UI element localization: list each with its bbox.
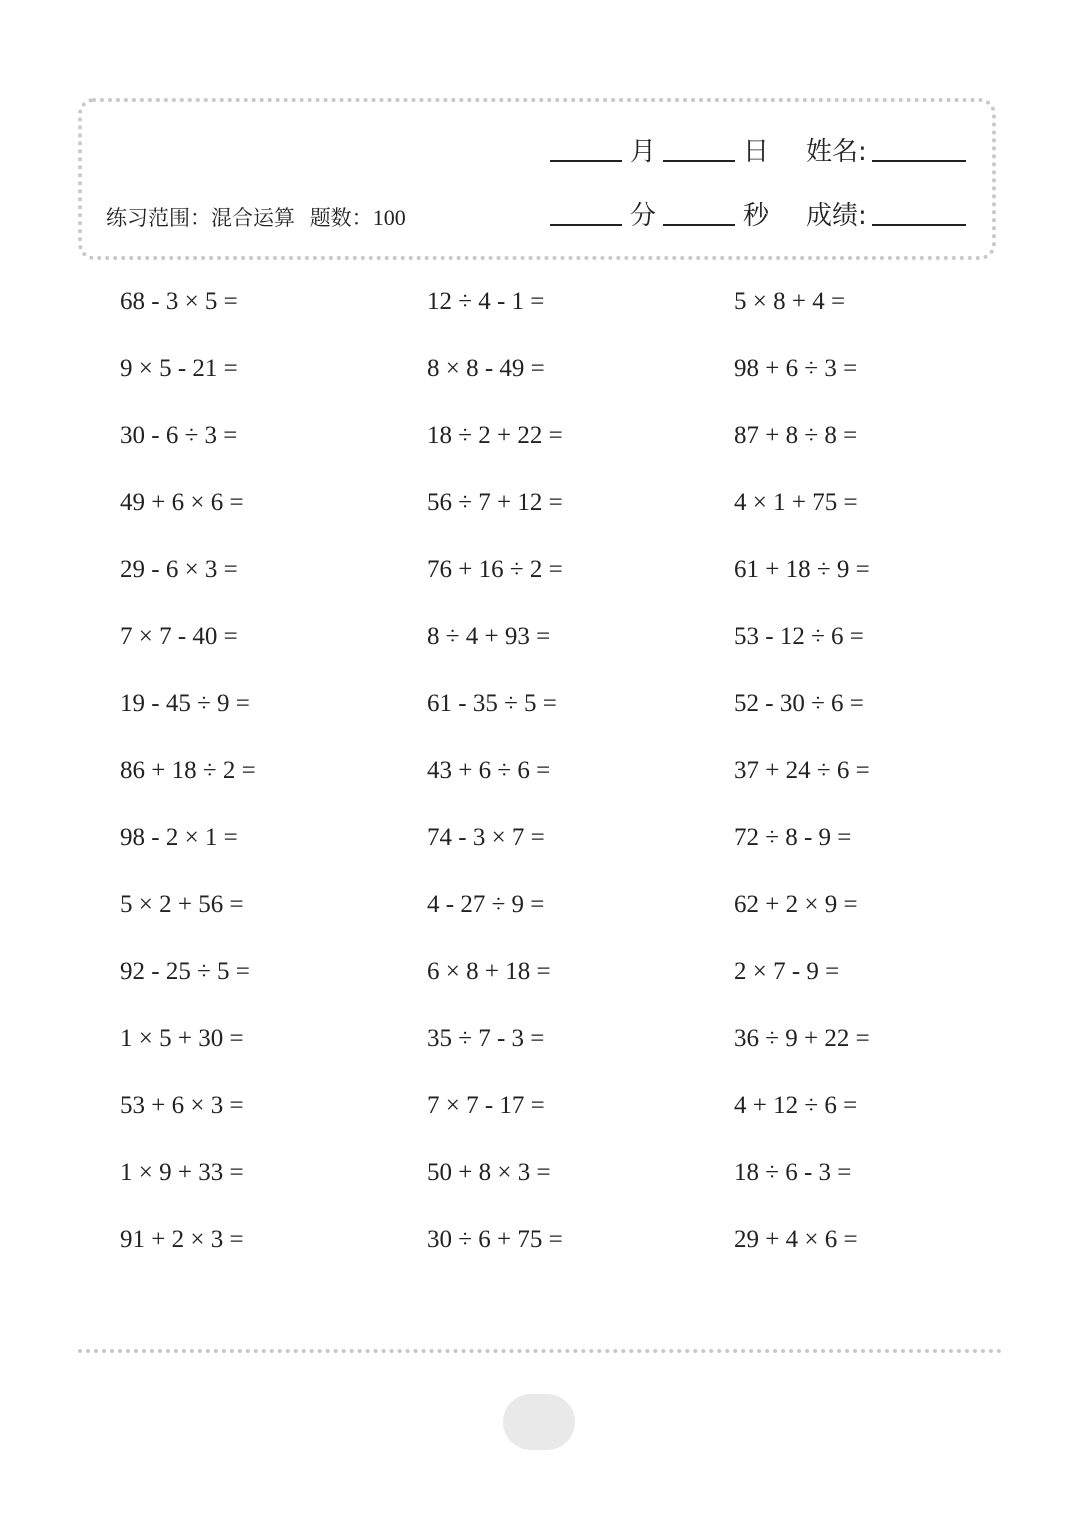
- math-problem: 18 ÷ 6 - 3 =: [734, 1159, 852, 1186]
- math-problem: 35 ÷ 7 - 3 =: [427, 1025, 545, 1052]
- day-label: 日: [743, 137, 770, 167]
- math-problem: 56 ÷ 7 + 12 =: [427, 489, 563, 516]
- math-problem: 92 - 25 ÷ 5 =: [120, 958, 250, 985]
- math-problem: 12 ÷ 4 - 1 =: [427, 288, 545, 315]
- footer-divider: [78, 1349, 1002, 1353]
- math-problem: 76 + 16 ÷ 2 =: [427, 556, 563, 583]
- math-problem: 86 + 18 ÷ 2 =: [120, 757, 256, 784]
- math-problem: 7 × 7 - 17 =: [427, 1092, 545, 1119]
- math-problem: 68 - 3 × 5 =: [120, 288, 238, 315]
- math-problem: 4 + 12 ÷ 6 =: [734, 1092, 858, 1119]
- math-problem: 29 - 6 × 3 =: [120, 556, 238, 583]
- math-problem: 37 + 24 ÷ 6 =: [734, 757, 870, 784]
- score-label: 成绩:: [806, 201, 867, 231]
- math-problem: 29 + 4 × 6 =: [734, 1226, 858, 1253]
- problem-count-label: 题数：: [309, 206, 373, 230]
- practice-info: [106, 202, 406, 232]
- math-problem: 1 × 9 + 33 =: [120, 1159, 244, 1186]
- math-problem: 43 + 6 ÷ 6 =: [427, 757, 551, 784]
- second-label: 秒: [743, 201, 770, 231]
- math-problem: 8 × 8 - 49 =: [427, 355, 545, 382]
- math-problem: 91 + 2 × 3 =: [120, 1226, 244, 1253]
- math-problem: 98 - 2 × 1 =: [120, 824, 238, 851]
- math-problem: 74 - 3 × 7 =: [427, 824, 545, 851]
- math-problem: 72 ÷ 8 - 9 =: [734, 824, 852, 851]
- math-problem: 8 ÷ 4 + 93 =: [427, 623, 551, 650]
- math-problem: 62 + 2 × 9 =: [734, 891, 858, 918]
- math-problem: 7 × 7 - 40 =: [120, 623, 238, 650]
- math-problem: 19 - 45 ÷ 9 =: [120, 690, 250, 717]
- math-problem: 6 × 8 + 18 =: [427, 958, 551, 985]
- second-blank[interactable]: [663, 224, 735, 226]
- math-problem: 53 - 12 ÷ 6 =: [734, 623, 864, 650]
- math-problem: 52 - 30 ÷ 6 =: [734, 690, 864, 717]
- math-problem: 9 × 5 - 21 =: [120, 355, 238, 382]
- time-score-row: [550, 196, 970, 236]
- name-label: 姓名:: [806, 137, 867, 167]
- math-problem: 53 + 6 × 3 =: [120, 1092, 244, 1119]
- page-number-badge: [503, 1394, 575, 1450]
- date-name-row: [550, 132, 970, 172]
- math-problem: 2 × 7 - 9 =: [734, 958, 840, 985]
- math-problem: 98 + 6 ÷ 3 =: [734, 355, 858, 382]
- math-problem: 5 × 8 + 4 =: [734, 288, 846, 315]
- math-problem: 30 - 6 ÷ 3 =: [120, 422, 238, 449]
- practice-range-label: 练习范围：混合运算: [106, 206, 295, 230]
- day-blank[interactable]: [663, 160, 735, 162]
- math-problem: 36 ÷ 9 + 22 =: [734, 1025, 870, 1052]
- math-problem: 61 + 18 ÷ 9 =: [734, 556, 870, 583]
- math-problem: 61 - 35 ÷ 5 =: [427, 690, 557, 717]
- minute-label: 分: [630, 201, 657, 231]
- problem-count-value: 100: [372, 205, 406, 230]
- math-problem: 30 ÷ 6 + 75 =: [427, 1226, 563, 1253]
- score-blank[interactable]: [872, 224, 966, 226]
- minute-blank[interactable]: [550, 224, 622, 226]
- math-problem: 4 - 27 ÷ 9 =: [427, 891, 545, 918]
- math-problem: 18 ÷ 2 + 22 =: [427, 422, 563, 449]
- name-blank[interactable]: [872, 160, 966, 162]
- math-problem: 87 + 8 ÷ 8 =: [734, 422, 858, 449]
- month-label: 月: [630, 137, 657, 167]
- math-problem: 4 × 1 + 75 =: [734, 489, 858, 516]
- month-blank[interactable]: [550, 160, 622, 162]
- math-problem: 1 × 5 + 30 =: [120, 1025, 244, 1052]
- math-problem: 49 + 6 × 6 =: [120, 489, 244, 516]
- math-problem: 5 × 2 + 56 =: [120, 891, 244, 918]
- math-problem: 50 + 8 × 3 =: [427, 1159, 551, 1186]
